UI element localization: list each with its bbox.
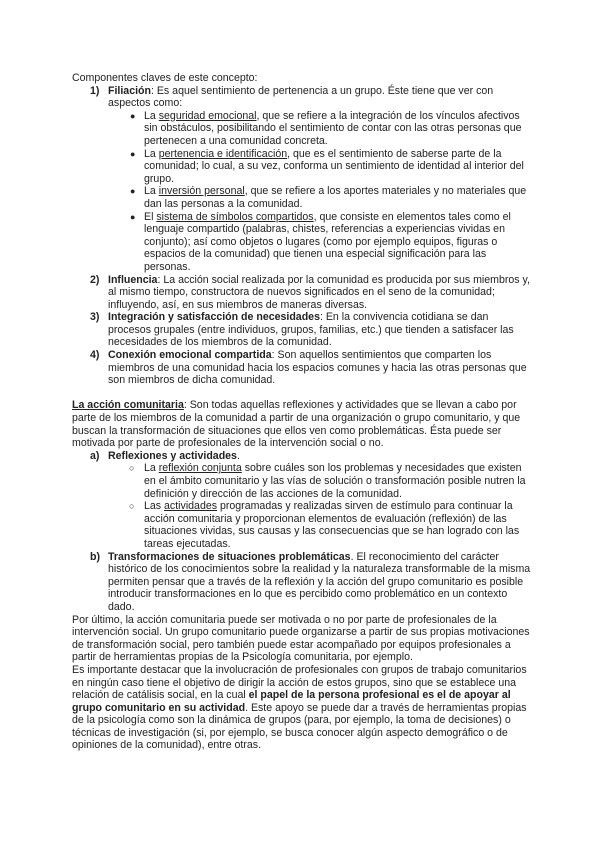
component-item [90, 273, 532, 312]
component-text: : Es aquel sentimiento de pertenencia a un grupo. Éste tiene que ver con aspectos como: [108, 84, 494, 110]
aspect-item: ● La pertenencia e identificación, que es el sentimiento de saberse parte de la comunidad; lo cual, a su vez, conforma un sentimiento de identidad al interior del grupo. [130, 147, 524, 185]
aspect-term: seguridad emocional [158, 109, 257, 122]
bullet-dot-icon: ● [130, 148, 136, 159]
component-item [90, 84, 532, 274]
component-term: Integración y satisfacción de necesidades [108, 311, 320, 324]
paragraph-gap [72, 387, 532, 400]
component-term: Filiación [108, 84, 151, 97]
component-text: : La acción social realizada por la comunidad es producida por sus miembros y, al mismo tiempo, constructora de nuevos significados en el seno de la comunidad; influyendo, así, en sus miembros de maneras diversas. [108, 273, 530, 311]
accion-item-term: Reflexiones y actividades [108, 449, 237, 462]
bullet-dot-icon: ● [130, 186, 136, 197]
component-term: Influencia [108, 273, 158, 286]
accion-term: La acción comunitaria [72, 399, 184, 412]
filiacion-aspects-list [108, 110, 532, 274]
sub-item: ○ Las actividades programadas y realizadas sirven de estímulo para continuar la acción comunitaria y proporcionan elementos de evaluación (reflexión) de las situaciones vividas, sus causas y las consecuencias que se han logrado con las tareas ejecutadas. [129, 500, 520, 550]
intro-line: Componentes claves de este concepto: [72, 72, 258, 84]
accion-paragraph [72, 399, 532, 449]
component-term: Conexión emocional compartida [108, 349, 272, 362]
accion-list [72, 450, 532, 614]
reflexiones-sublist [108, 462, 532, 550]
component-text: : En la convivencia cotidiana se dan procesos grupales (entre individuos, grupos, familias, etc.) que tienden a satisfacer las necesidades de los miembros de la comunidad. [108, 311, 514, 349]
component-item [90, 349, 532, 387]
bullet-circle-icon: ○ [129, 501, 135, 512]
aspect-item: ● La seguridad emocional, que se refiere a la integración de los vínculos afectivos sin obstáculos, posibilitando el sentimiento de contar con las otras personas que pertenecen a una comunidad concreta. [130, 109, 522, 147]
accion-text: : Son todas aquellas reflexiones y actividades que se llevan a cabo por parte de los miembros de la comunidad a partir de una organización o grupo comunitario, y que buscan la transformación de situaciones que ellos ven como problemáticas. Ésta puede ser motivada por parte de profesionales de la intervención social o no. [72, 399, 521, 450]
component-number: 4) [90, 349, 100, 362]
closing-emphasis: el papel de la persona profesional es el de apoyar al grupo comunitario en su actividad [72, 689, 511, 714]
component-text: : Son aquellos sentimientos que comparten los miembros de una comunidad hacia los espacios comunes y hacia las otras personas que son miembros de dicha comunidad. [108, 349, 527, 387]
accion-letter: a) [90, 449, 100, 462]
component-item [90, 311, 532, 349]
component-number: 3) [90, 311, 100, 324]
aspect-term: sistema de símbolos compartidos [156, 210, 314, 223]
accion-letter: b) [90, 550, 100, 563]
accion-item-term: Transformaciones de situaciones problemáticas [108, 550, 351, 563]
sub-term: actividades [164, 500, 218, 513]
sub-item: ○ La reflexión conjunta sobre cuáles son los problemas y necesidades que existen en el ámbito comunitario y las vías de solución o transformación posible nutren la definición y dirección de las acciones de la comunidad. [129, 462, 526, 500]
accion-item: b) Transformaciones de situaciones problemáticas. El reconocimiento del carácter histórico de los conocimientos sobre la realidad y la naturaleza transformable de la misma permiten pensar que a través de la reflexión y la acción del grupo comunitario es posible introducir transformaciones en lo que es percibido como problemático en un contexto dado. [90, 550, 531, 613]
sub-term: reflexión conjunta [158, 462, 242, 475]
closing-paragraph-1: Por último, la acción comunitaria puede ser motivada o no por parte de profesionales de la intervención social. Un grupo comunitario puede organizarse a partir de sus propias motivaciones de transformación social, pero también puede estar acompañado por equipos profesionales a partir de herramientas propias de la Psicología comunitaria, por ejemplo. [72, 613, 530, 664]
component-number: 1) [90, 84, 100, 97]
document-page [72, 72, 532, 752]
aspect-item: ● El sistema de símbolos compartidos, que consiste en elementos tales como el lenguaje compartido (palabras, chistes, referencias a experiencias vividas en conjunto); así como objetos o lugares (como por ejemplo equipos, figuras o espacios de la comunidad) que tienen una especial significación para las personas. [130, 210, 511, 273]
aspect-term: pertenencia e identificación [158, 147, 288, 160]
closing-paragraph-2: Es importante destacar que la involucración de profesionales con grupos de trabajo comunitarios en ningún caso tiene el objetivo de dirigir la acción de estos grupos, sino que se establece una relación de catálisis social, en la cual el papel de la persona profesional es el de apoyar al grupo comunitario en su actividad. Este apoyo se puede dar a través de herramientas propias de la psicología como son la dinámica de grupos (para, por ejemplo, la toma de decisiones) o técnicas de investigación (si, por ejemplo, se busca conocer algún aspecto demográfico o de opiniones de la comunidad), entre otras. [72, 663, 527, 752]
bullet-dot-icon: ● [130, 110, 136, 121]
aspect-item: ● La inversión personal, que se refiere a los aportes materiales y no materiales que dan las personas a la comunidad. [130, 185, 527, 210]
aspect-term: inversión personal [158, 185, 245, 198]
component-number: 2) [90, 273, 100, 286]
components-list [72, 85, 532, 387]
bullet-dot-icon: ● [130, 211, 136, 222]
accion-item: a) Reflexiones y actividades. ○ La reflexión conjunta sobre cuáles son los problemas y necesidades que existen en el ámbito comunitario y las vías de solución o transformación posible nutren la definición y dirección de las acciones de la comunidad. ○ Las actividades programadas y realizadas sirven de estímulo para continuar la acción comunitaria y proporcionan elementos de evaluación (reflexión) de las situaciones vividas, sus causas y las consecuencias que se han logrado con las tareas ejecutadas. [108, 450, 532, 551]
bullet-circle-icon: ○ [129, 463, 135, 474]
